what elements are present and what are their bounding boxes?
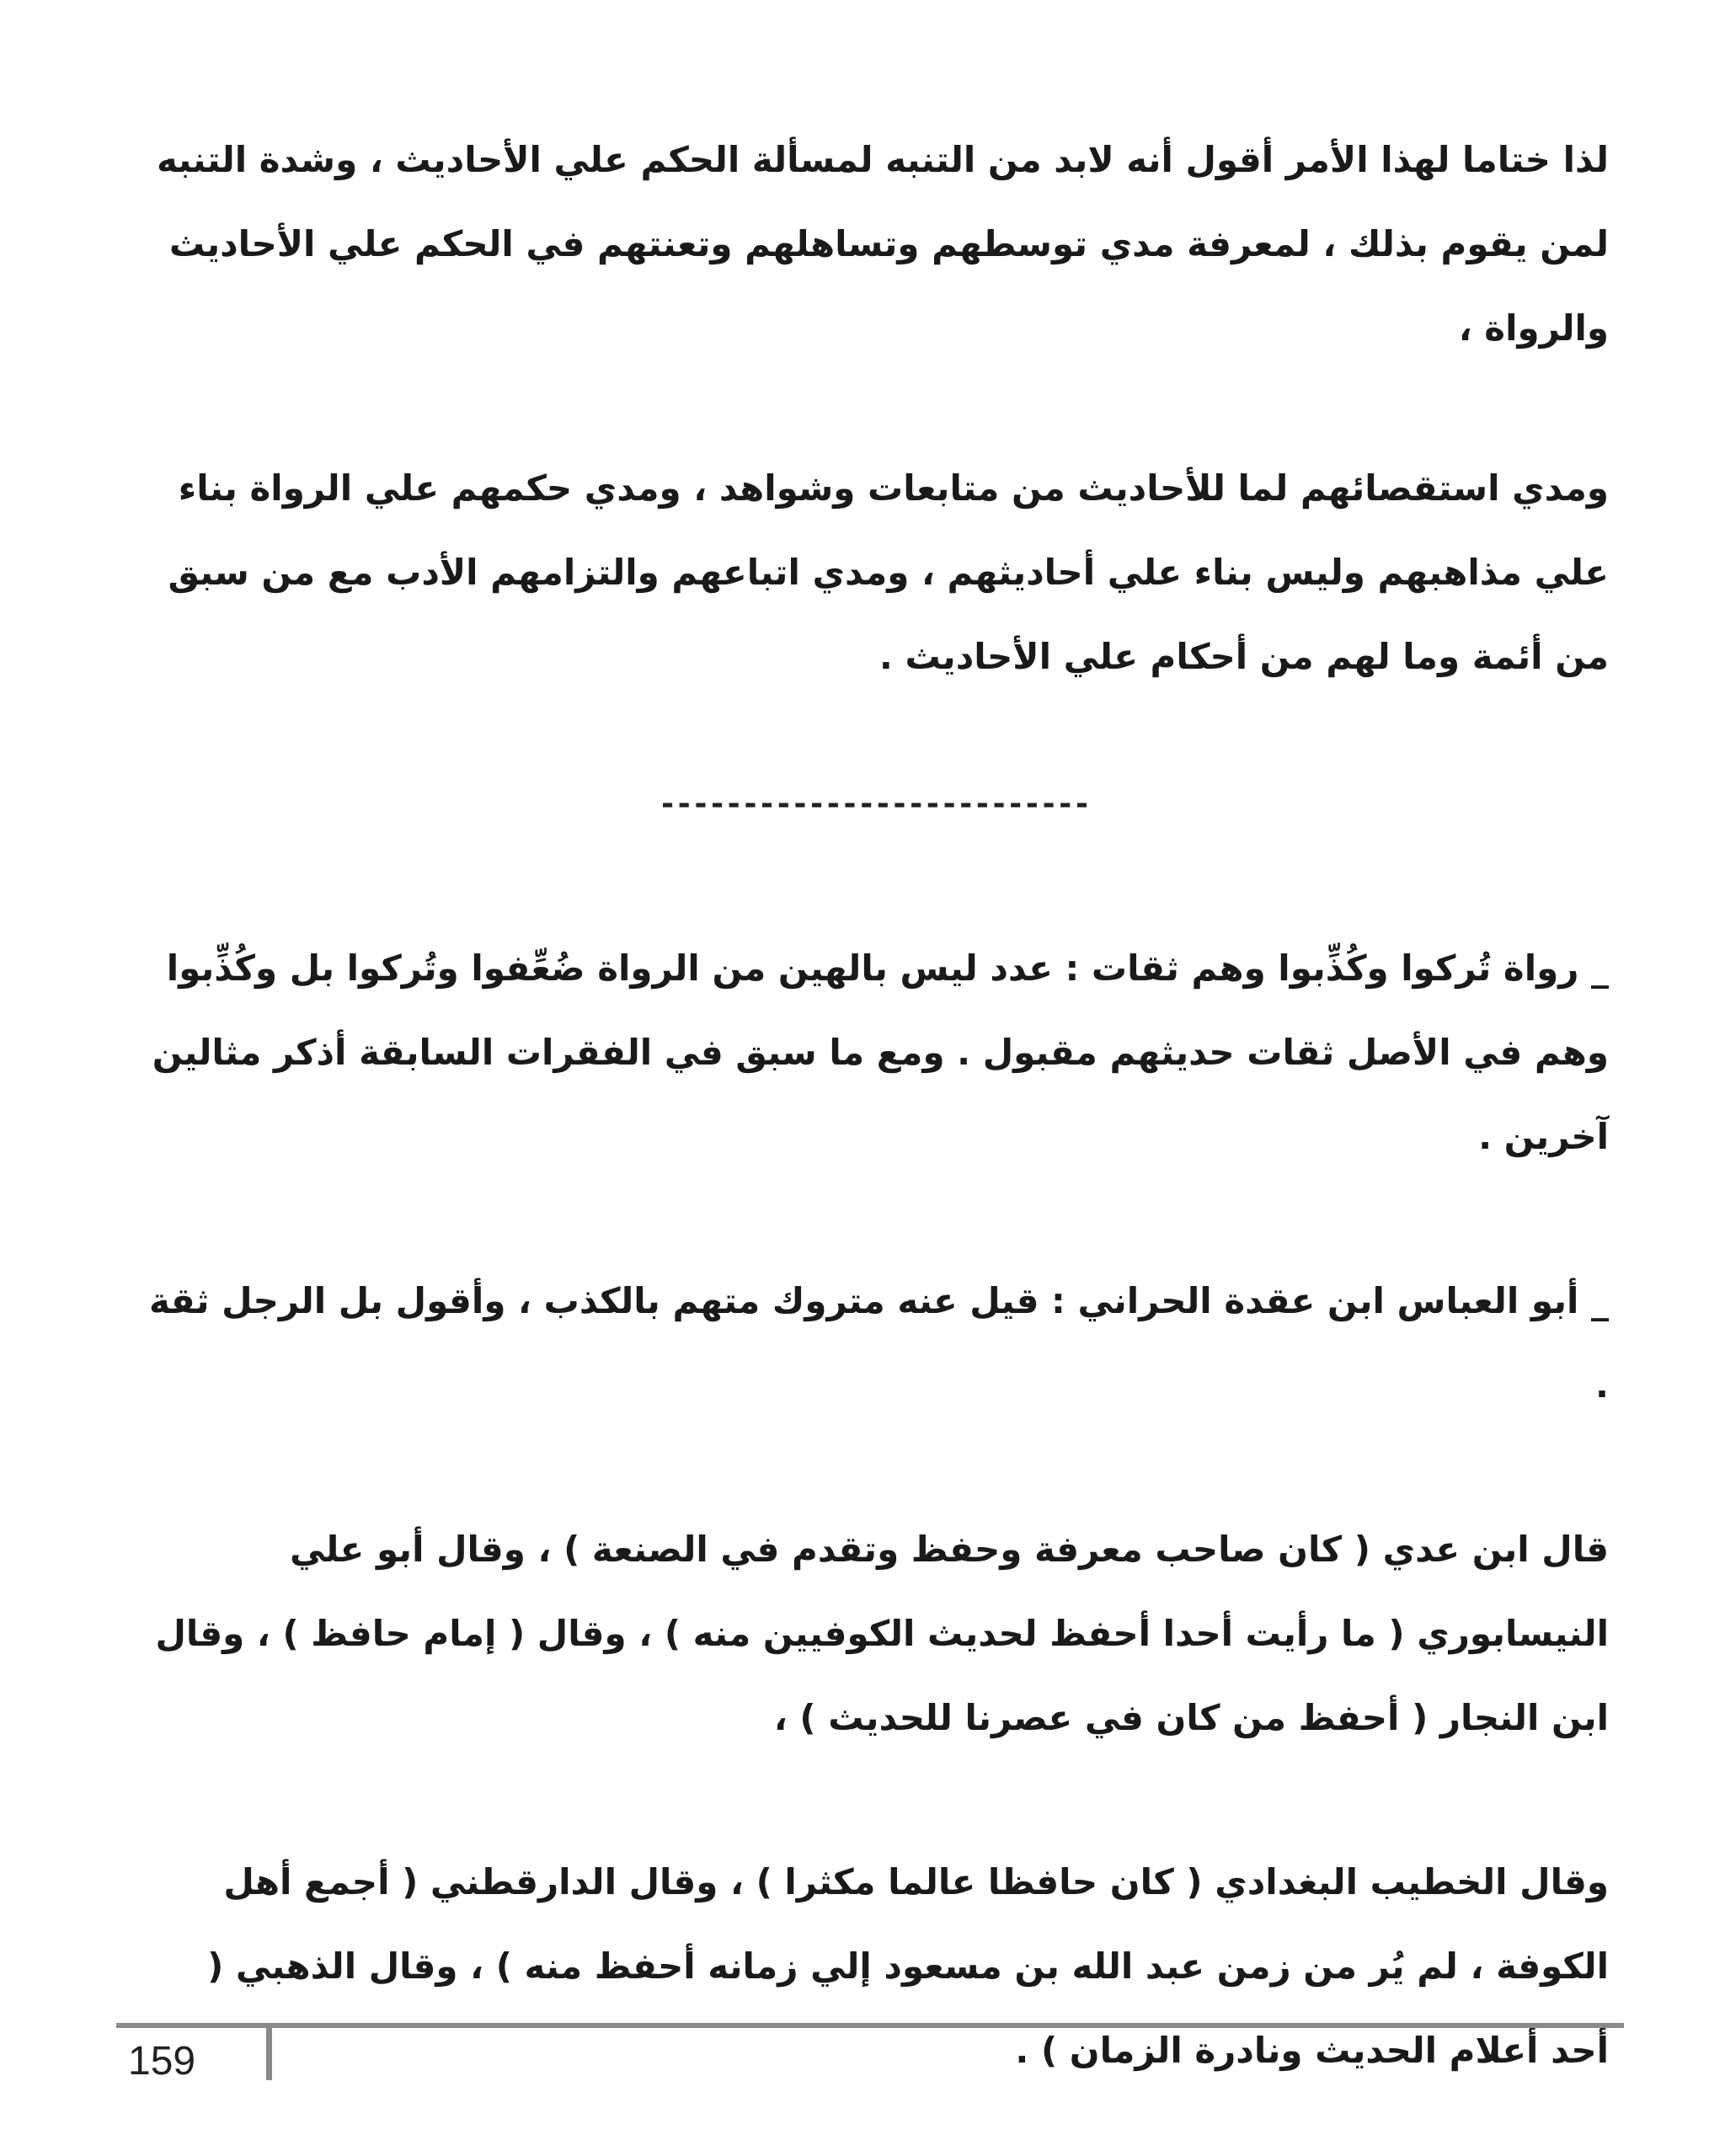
paragraph-scholar-quotes-1: قال ابن عدي ( كان صاحب معرفة وحفظ وتقدم في الصنعة ) ، وقال أبو علي النيسابوري ( ما رأيت أحدا أحفظ لحديث الكوفيين منه ) ، وقال ( إمام حافظ ) ، وقال ابن النجار ( أحفظ من كان في عصرنا للحديث ) ،: [155, 1529, 1609, 1738]
paragraph-scrutiny: ومدي استقصائهم لما للأحاديث من متابعات وشواهد ، ومدي حكمهم علي الرواة بناء علي مذاهبهم وليس بناء علي أحاديثهم ، ومدي اتباعهم والتزامهم الأدب مع من سبق من أئمة وما لهم من أحكام علي الأحاديث .: [168, 467, 1609, 677]
footer-divider-tick: [266, 2023, 272, 2080]
paragraph-scholar-quotes-2: وقال الخطيب البغدادي ( كان حافظا عالما مكثرا ) ، وقال الدارقطني ( أجمع أهل الكوفة ، لم يُر من زمن عبد الله بن مسعود إلي زمانه أحفظ منه ) ، وقال الذهبي ( أحد أعلام الحديث ونادرة الزمان ) .: [207, 1861, 1609, 2071]
page-content: [139, 118, 1609, 2093]
footer-rule: [116, 2023, 1624, 2028]
section-separator: --------------------------: [658, 787, 1090, 821]
paragraph-trusted-narrators: _ رواة تُركوا وكُذِّبوا وهم ثقات : عدد ليس بالهين من الرواة ضُعِّفوا وتُركوا بل وكُذِّبوا وهم في الأصل ثقات حديثهم مقبول . ومع ما سبق في الفقرات السابقة أذكر مثالين آخرين .: [152, 947, 1609, 1157]
page-number: 159: [128, 2039, 196, 2084]
paragraph-conclusion: لذا ختاما لهذا الأمر أقول أنه لابد من التنبه لمسألة الحكم علي الأحاديث ، وشدة التنبه لمن يقوم بذلك ، لمعرفة مدي توسطهم وتساهلهم وتعنتهم في الحكم علي الأحاديث والرواة ،: [157, 139, 1609, 349]
paragraph-ibn-uqda: _ أبو العباس ابن عقدة الحراني : قيل عنه متروك متهم بالكذب ، وأقول بل الرجل ثقة .: [149, 1280, 1609, 1406]
